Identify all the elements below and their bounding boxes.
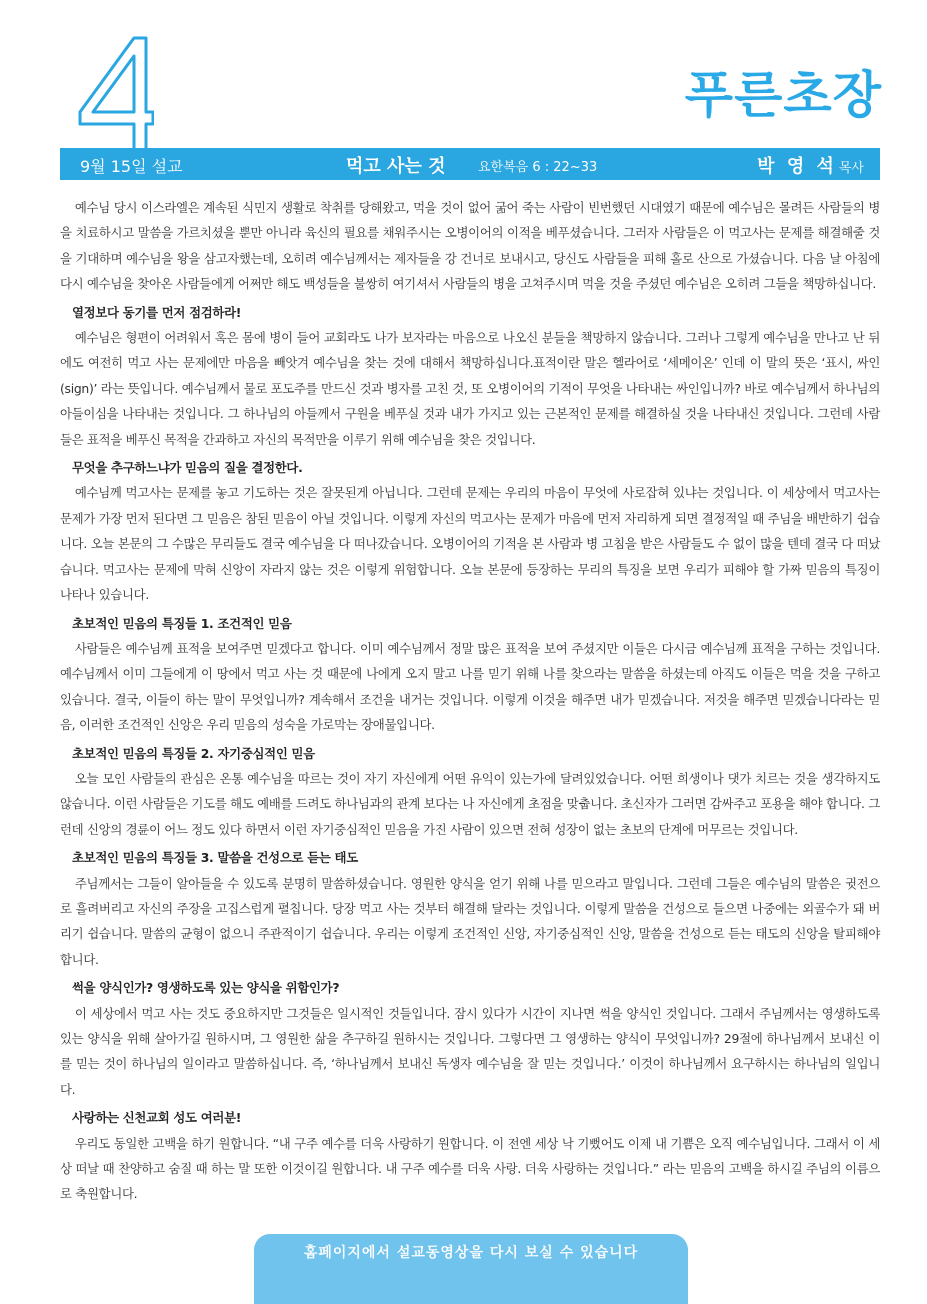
scripture-reference: 요한복음 6 : 22~33 (478, 160, 598, 175)
preacher-role: 목사 (838, 161, 864, 176)
sermon-body (60, 195, 880, 1207)
section-paragraph: 주님께서는 그들이 알아들을 수 있도록 분명히 말씀하셨습니다. 영원한 양식을 얻기 위해 나를 믿으라고 말입니다. 그런데 그들은 예수님의 말씀은 귓전으로 흘려버리고 자신의 주장을 고집스럽게 펼칩니다. 당장 먹고 사는 것부터 해결해 달라는 것입니다. 이렇게 말씀을 건성으로 들으면 나중에는 외골수가 돼 버리기 쉽습니다. 말씀의 균형이 없으니 주관적이기 쉽습니다. 우리는 이렇게 조건적인 신앙, 자기중심적인 신앙, 말씀을 건성으로 듣는 태도의 신앙을 탈피해야 합니다. (60, 875, 880, 967)
footer-banner (254, 1234, 688, 1304)
sermon-title: 먹고 사는 것 (346, 156, 446, 177)
section-paragraph: 예수님은 형편이 어려워서 혹은 몸에 병이 들어 교회라도 나가 보자라는 마음으로 나오신 분들을 책망하지 않습니다. 그러나 그렇게 예수님을 만나고 난 뒤에도 여전히 먹고 사는 문제에만 마음을 빼앗겨 예수님을 찾는 것에 대해서 책망하십니다.표적이란 말은 헬라어로 ‘세메이온’ 인데 이 말의 뜻은 ‘표시, 싸인(sign)’ 라는 뜻입니다. 예수님께서 물로 포도주를 만드신 것과 병자를 고친 것, 또 오병이어의 기적이 무엇을 나타내는 싸인입니까? 바로 예수님께서 하나님의 아들이심을 나타내는 것입니다. 그 하나님의 아들께서 구원을 베푸실 것과 내가 가지고 있는 근본적인 문제를 해결하실 것을 나타내신 것입니다. 그런데 사람들은 표적을 베푸신 목적을 간과하고 자신의 목적만을 이루기 위해 예수님을 찾은 것입니다. (60, 330, 880, 447)
section-paragraph: 오늘 모인 사람들의 관심은 온통 예수님을 따르는 것이 자기 자신에게 어떤 유익이 있는가에 달려있었습니다. 어떤 희생이나 댓가 치르는 것을 생각하지도 않습니다. 이런 사람들은 기도를 해도 예배를 드려도 하나님과의 관계 보다는 나 자신에게 초점을 맞춥니다. 초신자가 그러면 감싸주고 포용을 해야 합니다. 그런데 신앙의 경륜이 어느 정도 있다 하면서 이런 자기중심적인 믿음을 가진 사람이 있으면 전혀 성장이 없는 초보의 단계에 머무르는 것입니다. (60, 770, 880, 837)
section-heading: 초보적인 믿음의 특징들 3. 말씀을 건성으로 듣는 태도 (72, 850, 358, 866)
section-paragraph: 사람들은 예수님께 표적을 보여주면 믿겠다고 합니다. 이미 예수님께서 정말 많은 표적을 보여 주셨지만 이들은 다시금 예수님께 표적을 구하는 것입니다. 예수님께서 이미 그들에게 이 땅에서 먹고 사는 것 때문에 나에게 오지 말고 나를 믿기 위해 나를 찾으라는 말씀을 하셨는데 아직도 이들은 먹을 것을 구하고 있습니다. 결국, 이들이 하는 말이 무엇입니까? 계속해서 조건을 내거는 것입니다. 이렇게 이것을 해주면 내가 믿겠습니다. 저것을 해주면 믿겠습니다라는 믿음, 이러한 조건적인 신앙은 우리 믿음의 성숙을 가로막는 장애물입니다. (60, 640, 880, 733)
section-paragraph: 예수님께 먹고사는 문제를 놓고 기도하는 것은 잘못된게 아닙니다. 그런데 문제는 우리의 마음이 무엇에 사로잡혀 있냐는 것입니다. 이 세상에서 먹고사는 문제가 가장 먼저 된다면 그 믿음은 참된 믿음이 아닐 것입니다. 이렇게 자신의 먹고사는 문제가 마음에 먼저 자리하게 되면 결정적일 때 주님을 배반하기 쉽습니다. 오늘 본문의 그 수많은 무리들도 결국 예수님을 다 떠나갔습니다. 오병이어의 기적을 본 사람과 병 고침을 받은 사람들도 수 없이 많을 텐데 결국 다 떠났습니다. 먹고사는 문제에 막혀 신앙이 자라지 않는 것은 이렇게 위험합니다. 오늘 본문에 등장하는 무리의 특징을 보면 우리가 피해야 할 가짜 믿음의 특징이 나타나 있습니다. (60, 485, 880, 603)
intro-paragraph: 예수님 당시 이스라엘은 계속된 식민지 생활로 착취를 당해왔고, 먹을 것이 없어 굶어 죽는 사람이 빈번했던 시대였기 때문에 예수님은 몰려든 사람들의 병을 치료하시고 말씀을 가르치셨을 뿐만 아니라 육신의 필요를 채워주시는 오병이어의 이적을 베푸셨습니다. 그러자 사람들은 이 먹고사는 문제를 해결해줄 것을 기대하며 예수님을 왕을 삼고자했는데, 오히려 예수님께서는 제자들을 강 건너로 보내시고, 당신도 사람들을 피해 홀로 산으로 가셨습니다. 다음 날 아침에 다시 예수님을 찾아온 사람들에게 어쩌만 해도 백성들을 불쌍히 여기셔서 사람들의 병을 고쳐주시며 먹을 것을 주셨던 예수님은 오히려 그들을 책망하십니다. (60, 200, 880, 292)
section-paragraph: 이 세상에서 먹고 사는 것도 중요하지만 그것들은 일시적인 것들입니다. 잠시 있다가 시간이 지나면 썩을 양식인 것입니다. 그래서 주님께서는 영생하도록 있는 양식을 위해 살아가길 원하시며, 그 영원한 삶을 추구하길 원하시는 것입니다. 그렇다면 그 영생하는 양식이 무엇입니까? 29절에 하나님께서 보내신 이를 믿는 것이 하나님의 일이라고 말씀하십니다. 즉, ‘하나님께서 보내신 독생자 예수님을 잘 믿는 것입니다.’ 이것이 하나님께서 요구하시는 하나님의 일입니다. (60, 1005, 880, 1097)
sermon-header-bar (60, 148, 880, 180)
section-heading: 초보적인 믿음의 특징들 1. 조건적인 믿음 (72, 615, 292, 631)
section-paragraph: 우리도 동일한 고백을 하기 원합니다. “내 구주 예수를 더욱 사랑하기 원합니다. 이 전엔 세상 낙 기뻤어도 이제 내 기쁨은 오직 예수님입니다. 그래서 이 세상 떠날 때 찬양하고 숨질 때 하는 말 또한 이것이길 원합니다. 내 구주 예수를 더욱 사랑. 더욱 사랑하는 것입니다.” 라는 믿음의 고백을 하시길 주님의 이름으로 축원합니다. (60, 1135, 880, 1202)
section-heading: 썩을 양식인가? 영생하도록 있는 양식을 위함인가? (72, 980, 340, 996)
section-heading: 사랑하는 신천교회 성도 여러분! (72, 1110, 242, 1126)
newsletter-brand-title: 푸른초장 (684, 66, 882, 124)
issue-number-4 (76, 34, 154, 156)
preacher (757, 152, 864, 178)
preacher-name: 박 영 석 (757, 156, 837, 177)
section-heading: 열정보다 동기를 먼저 점검하라! (72, 304, 242, 320)
section-heading: 초보적인 믿음의 특징들 2. 자기중심적인 믿음 (72, 745, 315, 761)
footer-notice: 홈페이지에서 설교동영상을 다시 보실 수 있습니다 (303, 1245, 639, 1261)
sermon-date: 9월 15일 설교 (80, 157, 183, 176)
section-heading: 무엇을 추구하느냐가 믿음의 질을 결정한다. (72, 460, 303, 476)
